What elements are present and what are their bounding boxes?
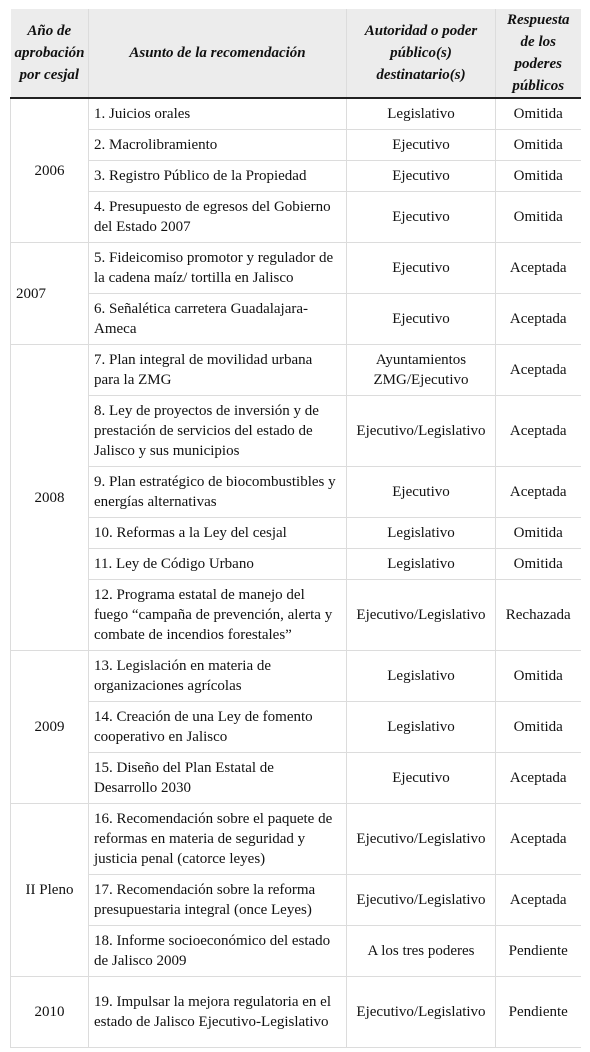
authority-cell: Ejecutivo [347,161,496,192]
table-row [11,243,581,294]
topic-cell: 5. Fideicomiso promotor y regulador de la cadena maíz/ tortilla en Jalisco [89,243,347,294]
topic-cell: 10. Reformas a la Ley del cesjal [89,518,347,549]
authority-cell: Ejecutivo [347,192,496,243]
topic-cell: 8. Ley de proyectos de inversión y de prestación de servicios del estado de Jalisco y sus municipios [89,396,347,467]
topic-cell: 18. Informe socioeconómico del estado de Jalisco 2009 [89,926,347,977]
table-row [11,98,581,130]
table-body [11,98,581,1048]
table-row [11,161,581,192]
response-cell: Omitida [496,98,581,130]
authority-cell: Legislativo [347,518,496,549]
topic-cell: 1. Juicios orales [89,98,347,130]
topic-cell: 17. Recomendación sobre la reforma presupuestaria integral (once Leyes) [89,875,347,926]
authority-cell: Legislativo [347,549,496,580]
year-cell: 2009 [11,651,89,804]
table-row [11,580,581,651]
year-cell: 2007 [11,243,89,345]
header-authority: Autoridad o poder público(s) destinatario(s) [347,9,496,98]
authority-cell: Legislativo [347,98,496,130]
authority-cell: Ejecutivo [347,753,496,804]
authority-cell: Ejecutivo/Legislativo [347,396,496,467]
response-cell: Pendiente [496,926,581,977]
response-cell: Omitida [496,130,581,161]
response-cell: Aceptada [496,345,581,396]
table-row [11,651,581,702]
authority-cell: Ejecutivo/Legislativo [347,580,496,651]
response-cell: Omitida [496,651,581,702]
response-cell: Pendiente [496,977,581,1048]
topic-cell: 4. Presupuesto de egresos del Gobierno del Estado 2007 [89,192,347,243]
topic-cell: 7. Plan integral de movilidad urbana para la ZMG [89,345,347,396]
response-cell: Omitida [496,549,581,580]
topic-cell: 12. Programa estatal de manejo del fuego “campaña de prevención, alerta y combate de incendios forestales” [89,580,347,651]
topic-cell: 11. Ley de Código Urbano [89,549,347,580]
response-cell: Aceptada [496,875,581,926]
authority-cell: Ejecutivo [347,243,496,294]
year-cell: 2008 [11,345,89,651]
authority-cell: Ejecutivo [347,467,496,518]
authority-cell: Ayuntamientos ZMG/Ejecutivo [347,345,496,396]
authority-cell: Ejecutivo/Legislativo [347,804,496,875]
authority-cell: Legislativo [347,651,496,702]
response-cell: Omitida [496,161,581,192]
response-cell: Aceptada [496,396,581,467]
table-row [11,192,581,243]
table-row [11,467,581,518]
response-cell: Aceptada [496,243,581,294]
topic-cell: 2. Macrolibramiento [89,130,347,161]
response-cell: Aceptada [496,467,581,518]
authority-cell: Ejecutivo/Legislativo [347,977,496,1048]
table-row [11,518,581,549]
table-row [11,753,581,804]
year-cell: 2006 [11,98,89,243]
year-cell: 2010 [11,977,89,1048]
table-row [11,345,581,396]
topic-cell: 19. Impulsar la mejora regulatoria en el estado de Jalisco Ejecutivo-Legislativo [89,977,347,1048]
topic-cell: 3. Registro Público de la Propiedad [89,161,347,192]
response-cell: Rechazada [496,580,581,651]
topic-cell: 15. Diseño del Plan Estatal de Desarrollo 2030 [89,753,347,804]
table-row [11,130,581,161]
table-row [11,549,581,580]
table-row [11,294,581,345]
topic-cell: 13. Legislación en materia de organizaciones agrícolas [89,651,347,702]
authority-cell: Ejecutivo/Legislativo [347,875,496,926]
table-row [11,926,581,977]
authority-cell: Ejecutivo [347,294,496,345]
response-cell: Aceptada [496,294,581,345]
topic-cell: 6. Señalética carretera Guadalajara-Ameca [89,294,347,345]
authority-cell: Legislativo [347,702,496,753]
response-cell: Aceptada [496,804,581,875]
topic-cell: 16. Recomendación sobre el paquete de reformas en materia de seguridad y justicia penal (catorce leyes) [89,804,347,875]
response-cell: Omitida [496,518,581,549]
header-response: Respuesta de los poderes públicos [496,9,581,98]
header-topic: Asunto de la recomendación [89,9,347,98]
topic-cell: 14. Creación de una Ley de fomento cooperativo en Jalisco [89,702,347,753]
table-row [11,702,581,753]
topic-cell: 9. Plan estratégico de biocombustibles y energías alternativas [89,467,347,518]
table-row [11,396,581,467]
table-row [11,875,581,926]
authority-cell: A los tres poderes [347,926,496,977]
year-cell: II Pleno [11,804,89,977]
table-header [11,9,581,98]
response-cell: Aceptada [496,753,581,804]
table-row [11,804,581,875]
recommendations-table [10,9,581,1048]
authority-cell: Ejecutivo [347,130,496,161]
header-year: Año de aprobación por cesjal [11,9,89,98]
table-row [11,977,581,1048]
response-cell: Omitida [496,192,581,243]
response-cell: Omitida [496,702,581,753]
